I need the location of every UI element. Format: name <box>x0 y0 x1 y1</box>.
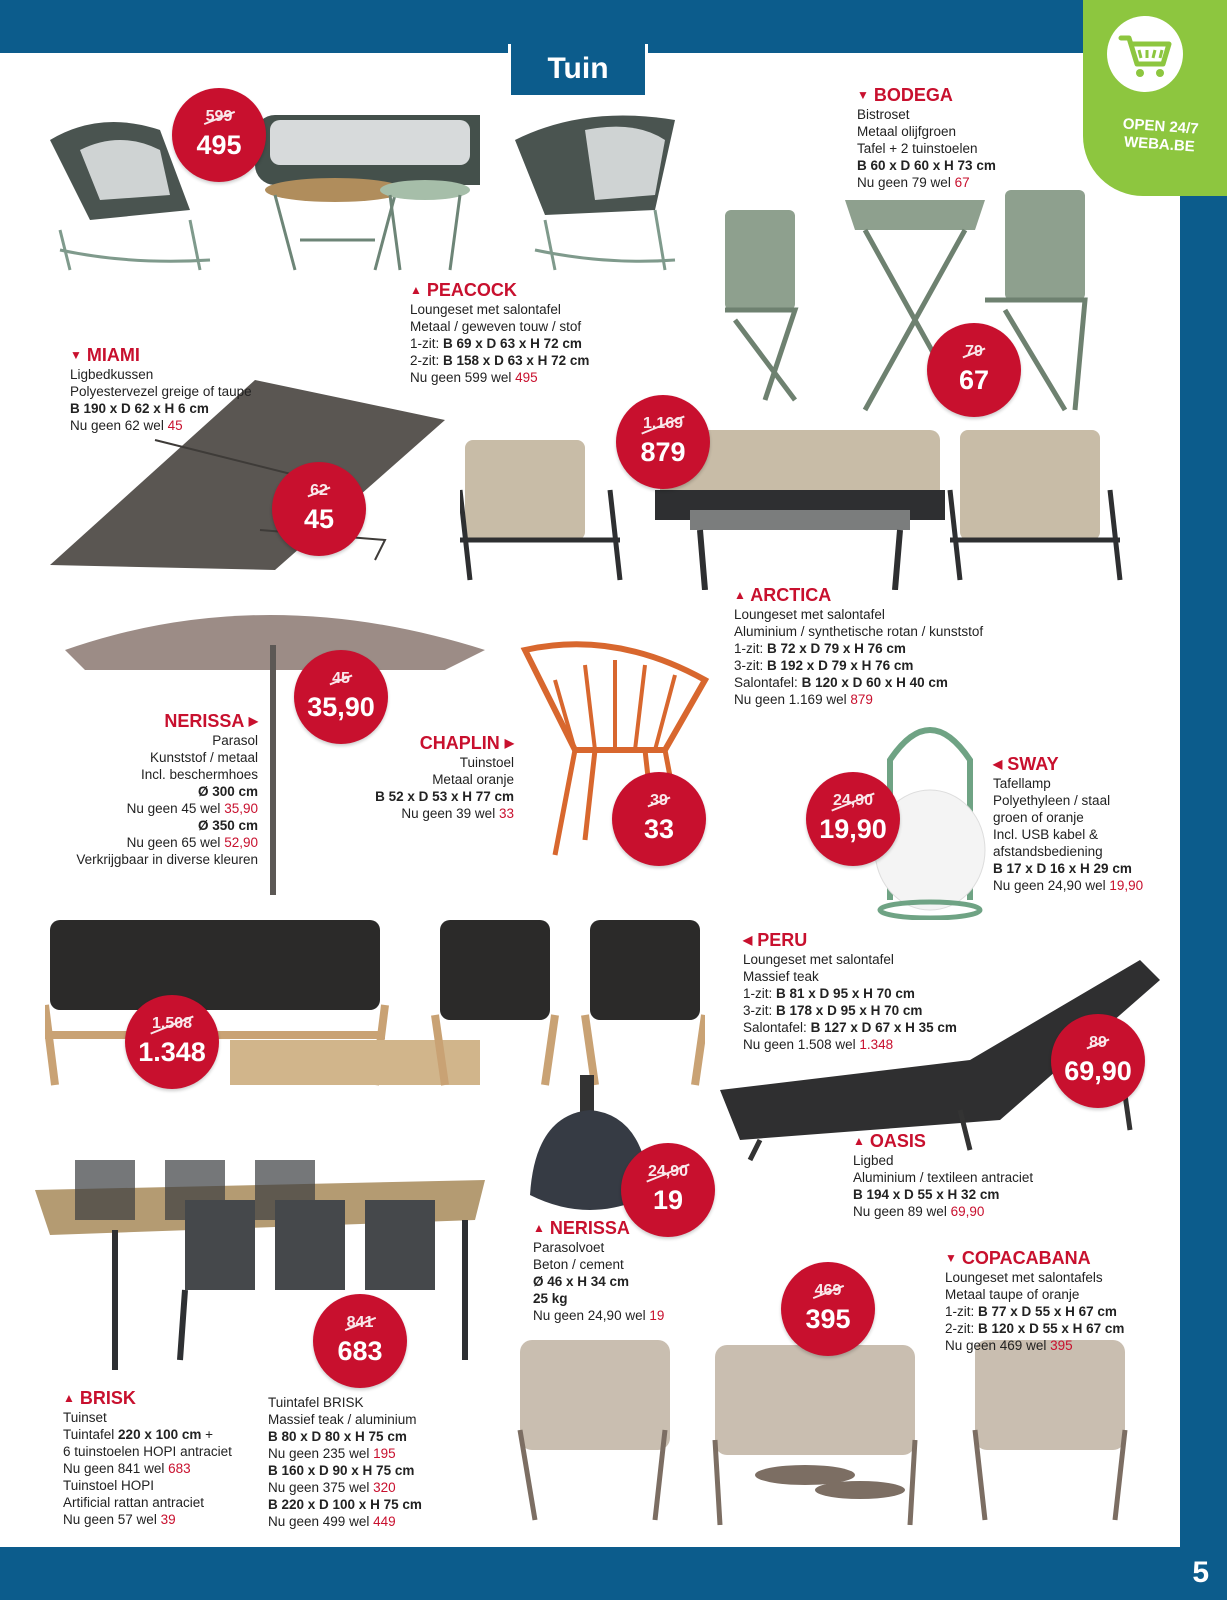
page-number: 5 <box>1192 1556 1209 1589</box>
product-oasis: ▲ OASIS Ligbed Aluminium / textileen antraciet B 194 x D 55 x H 32 cm Nu geen 89 wel 69,90 <box>853 1131 1034 1219</box>
peacock-chair-right-image <box>505 100 695 280</box>
product-bodega: ▼ BODEGA Bistroset Metaal olijfgroen Tafel + 2 tuinstoelen B 60 x D 60 x H 73 cm Nu geen 79 wel 67 <box>857 85 996 190</box>
price-badge-copacabana: 469 395 <box>781 1262 875 1356</box>
price-badge-nerissa-parasolvoet: 24,90 19 <box>621 1143 715 1237</box>
product-peru: ◀ PERU Loungeset met salontafel Massief teak 1-zit: B 81 x D 95 x H 70 cm 3-zit: B 178 x D 95 x H 70 cm Salontafel: B 127 x D 67 x H 35 cm Nu geen 1.508 wel 1.348 <box>743 930 957 1052</box>
price-badge-arctica: 1.169 879 <box>616 395 710 489</box>
price-badge-nerissa-parasol: 45 35,90 <box>294 650 388 744</box>
product-copacabana: ▼ COPACABANA Loungeset met salontafels Metaal taupe of oranje 1-zit: B 77 x D 55 x H 67 cm 2-zit: B 120 x D 55 x H 67 cm Nu geen 469 wel 395 <box>945 1248 1125 1353</box>
section-title: Tuin <box>508 44 648 98</box>
product-chaplin: CHAPLIN ▶ Tuinstoel Metaal oranje B 52 x D 53 x H 77 cm Nu geen 39 wel 33 <box>375 733 514 821</box>
price-badge-peacock: 599 495 <box>172 88 266 182</box>
price-badge-sway: 24,90 19,90 <box>806 772 900 866</box>
product-arctica: ▲ ARCTICA Loungeset met salontafel Aluminium / synthetische rotan / kunststof 1-zit: B 72 x D 79 x H 76 cm 3-zit: B 192 x D 79 x H 76 cm Salontafel: B 120 x D 60 x H 40 cm Nu geen 1.169 wel 879 <box>734 585 984 707</box>
right-frame <box>1180 0 1227 1600</box>
product-nerissa-parasolvoet: ▲ NERISSA Parasolvoet Beton / cement Ø 46 x H 34 cm 25 kg Nu geen 24,90 wel 19 <box>533 1218 665 1323</box>
product-brisk-tuintafel: Tuintafel BRISK Massief teak / aluminium B 80 x D 80 x H 75 cm Nu geen 235 wel 195 B 160 x D 90 x H 75 cm Nu geen 375 wel 320 B 220 x D 100 x H 75 cm Nu geen 499 wel 449 <box>268 1395 422 1529</box>
triangle-right-icon: ▶ <box>504 736 514 750</box>
triangle-up-icon: ▲ <box>734 588 746 602</box>
price-badge-bodega: 79 67 <box>927 323 1021 417</box>
triangle-up-icon: ▲ <box>533 1221 545 1235</box>
product-sway: ◀ SWAY Tafellamp Polyethyleen / staal groen of oranje Incl. USB kabel & afstandsbediening B 17 x D 16 x H 29 cm Nu geen 24,90 wel 19,90 <box>993 754 1144 893</box>
arctica-loungeset-image <box>460 430 1130 590</box>
copacabana-loungeset-image <box>515 1340 1135 1530</box>
triangle-up-icon: ▲ <box>63 1391 75 1405</box>
triangle-up-icon: ▲ <box>853 1134 865 1148</box>
bottom-frame <box>0 1547 1227 1600</box>
triangle-down-icon: ▼ <box>857 88 869 102</box>
product-nerissa-parasol: NERISSA ▶ Parasol Kunststof / metaal Incl. beschermhoes Ø 300 cm Nu geen 45 wel 35,90 Ø 350 cm Nu geen 65 wel 52,90 Verkrijgbaar in diverse kleuren <box>76 711 258 867</box>
triangle-left-icon: ◀ <box>743 933 753 947</box>
shopping-cart-icon <box>1105 14 1185 94</box>
price-badge-chaplin: 39 33 <box>612 772 706 866</box>
triangle-up-icon: ▲ <box>410 283 422 297</box>
triangle-down-icon: ▼ <box>70 348 82 362</box>
triangle-down-icon: ▼ <box>945 1251 957 1265</box>
open-24-7-label[interactable]: OPEN 24/7 WEBA.BE <box>1122 115 1200 156</box>
product-miami: ▼ MIAMI Ligbedkussen Polyestervezel greige of taupe B 190 x D 62 x H 6 cm Nu geen 62 wel 45 <box>70 345 252 433</box>
brisk-tuinset-image <box>35 1160 485 1370</box>
triangle-left-icon: ◀ <box>993 757 1003 771</box>
triangle-right-icon: ▶ <box>248 714 258 728</box>
price-badge-brisk: 841 683 <box>313 1294 407 1388</box>
bodega-bistroset-image <box>705 190 1105 420</box>
price-badge-miami: 62 45 <box>272 462 366 556</box>
shop-badge[interactable] <box>1083 0 1227 196</box>
product-peacock: ▲ PEACOCK Loungeset met salontafel Metaal / geweven touw / stof 1-zit: B 69 x D 63 x H 72 cm 2-zit: B 158 x D 63 x H 72 cm Nu geen 599 wel 495 <box>410 280 590 385</box>
price-badge-peru: 1.508 1.348 <box>125 995 219 1089</box>
price-badge-oasis: 89 69,90 <box>1051 1014 1145 1108</box>
product-brisk: ▲ BRISK Tuinset Tuintafel 220 x 100 cm + 6 tuinstoelen HOPI antraciet Nu geen 841 wel 683 Tuinstoel HOPI Artificial rattan antraciet Nu geen 57 wel 39 <box>63 1388 232 1527</box>
